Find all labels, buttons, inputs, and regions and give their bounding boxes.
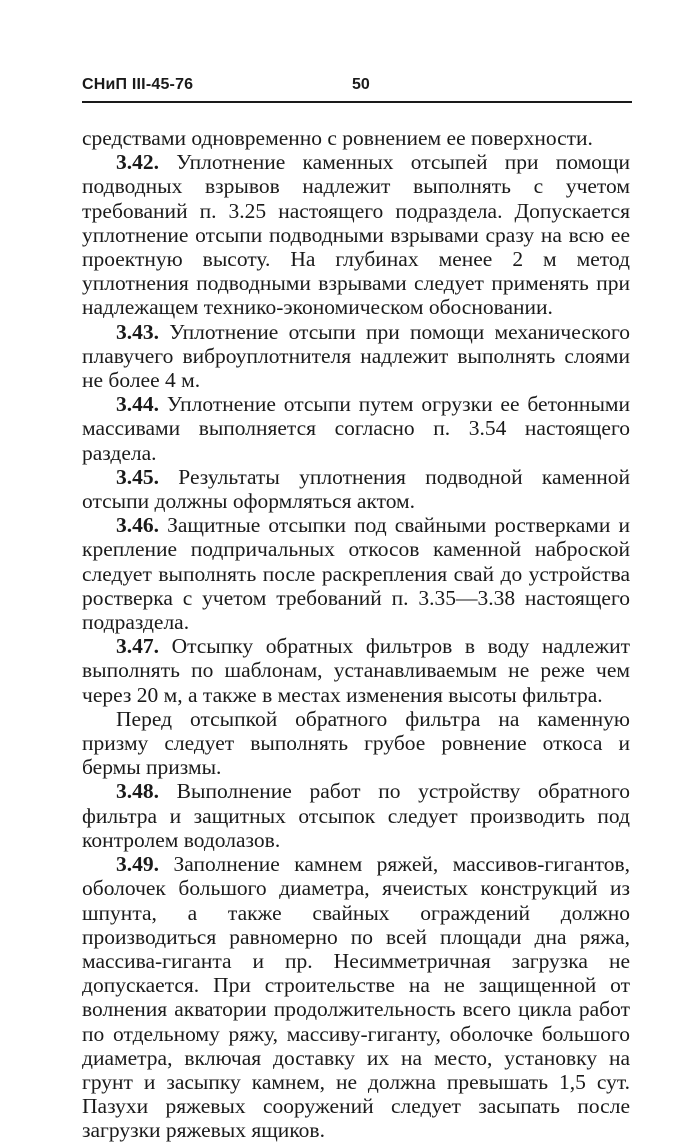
paragraph-3-42 (82, 150, 630, 319)
paragraph-number: 3.47. (116, 634, 159, 659)
paragraph-number: 3.49. (116, 852, 159, 877)
paragraph-number: 3.48. (116, 779, 159, 804)
paragraph-3-44 (82, 392, 630, 465)
paragraph-text: Уплотнение отсыпи путем огрузки ее бетонными массивами выполняется согласно п. 3.54 настоящего раздела. (82, 392, 630, 465)
paragraph-3-48 (82, 779, 630, 852)
paragraph-3-47 (82, 634, 630, 707)
paragraph-text: Уплотнение отсыпи при помощи механического плавучего виброуплотнителя надлежит выполнять слоями не более 4 м. (82, 319, 630, 393)
paragraph-number: 3.42. (116, 150, 159, 175)
paragraph-3-43 (82, 320, 630, 393)
paragraph-text: Перед отсыпкой обратного фильтра на каменную призму следует выполнять грубое ровнение откоса и бермы призмы. (82, 706, 630, 780)
header-rule (82, 101, 632, 103)
page-number: 50 (352, 76, 370, 93)
paragraph-text: Результаты уплотнения подводной каменной отсыпи должны оформляться актом. (82, 464, 630, 514)
paragraph-continuation (82, 126, 630, 150)
paragraph-number: 3.45. (116, 464, 159, 489)
paragraph-3-49 (82, 852, 630, 1142)
paragraph-text: средствами одновременно с ровнением ее поверхности. (82, 126, 593, 150)
body-text (82, 126, 630, 1143)
paragraph-text: Уплотнение каменных отсыпей при помощи подводных взрывов надлежит выполнять с учетом требований п. 3.25 настоящего подраздела. Допускается уплотнение отсыпи подводными взрывами сразу на всю ее проектную высоту. На глубинах менее 2 м метод уплотнения подводными взрывами следует применять при надлежащем технико-экономическом обосновании. (82, 150, 630, 320)
paragraph-text: Заполнение камнем ряжей, массивов-гигантов, оболочек большого диаметра, ячеистых конструкций из шпунта, а также свайных ограждений должно производиться равномерно по всей площади дна ряжа, массива-гиганта и пр. Несимметричная загрузка не допускается. При строительстве на не защищенной от волнения акватории продолжительность всего цикла работ по отдельному ряжу, массиву-гиганту, оболочке большого диаметра, включая доставку их на место, установку на грунт и засыпку камнем, не должна превышать 1,5 сут. Пазухи ряжевых сооружений следует засыпать после загрузки ряжевых ящиков. (82, 852, 630, 1143)
document-code: СНиП III-45-76 (82, 76, 194, 93)
paragraph-number: 3.43. (116, 319, 159, 344)
paragraph-3-47-continued (82, 707, 630, 780)
paragraph-text: Защитные отсыпки под свайными ростверками и крепление подпричальных откосов каменной наброской следует выполнять после раскрепления свай до устройства ростверка с учетом требований п. 3.35—3.38 настоящего подраздела. (82, 513, 630, 635)
paragraph-text: Отсыпку обратных фильтров в воду надлежит выполнять по шаблонам, устанавливаемым не реже чем через 20 м, а также в местах изменения высоты фильтра. (82, 634, 630, 707)
page-header (82, 76, 630, 100)
paragraph-number: 3.46. (116, 513, 159, 538)
paragraph-3-46 (82, 513, 630, 634)
paragraph-text: Выполнение работ по устройству обратного фильтра и защитных отсыпок следует производить под контролем водолазов. (82, 779, 630, 852)
paragraph-number: 3.44. (116, 392, 159, 417)
paragraph-3-45 (82, 465, 630, 513)
